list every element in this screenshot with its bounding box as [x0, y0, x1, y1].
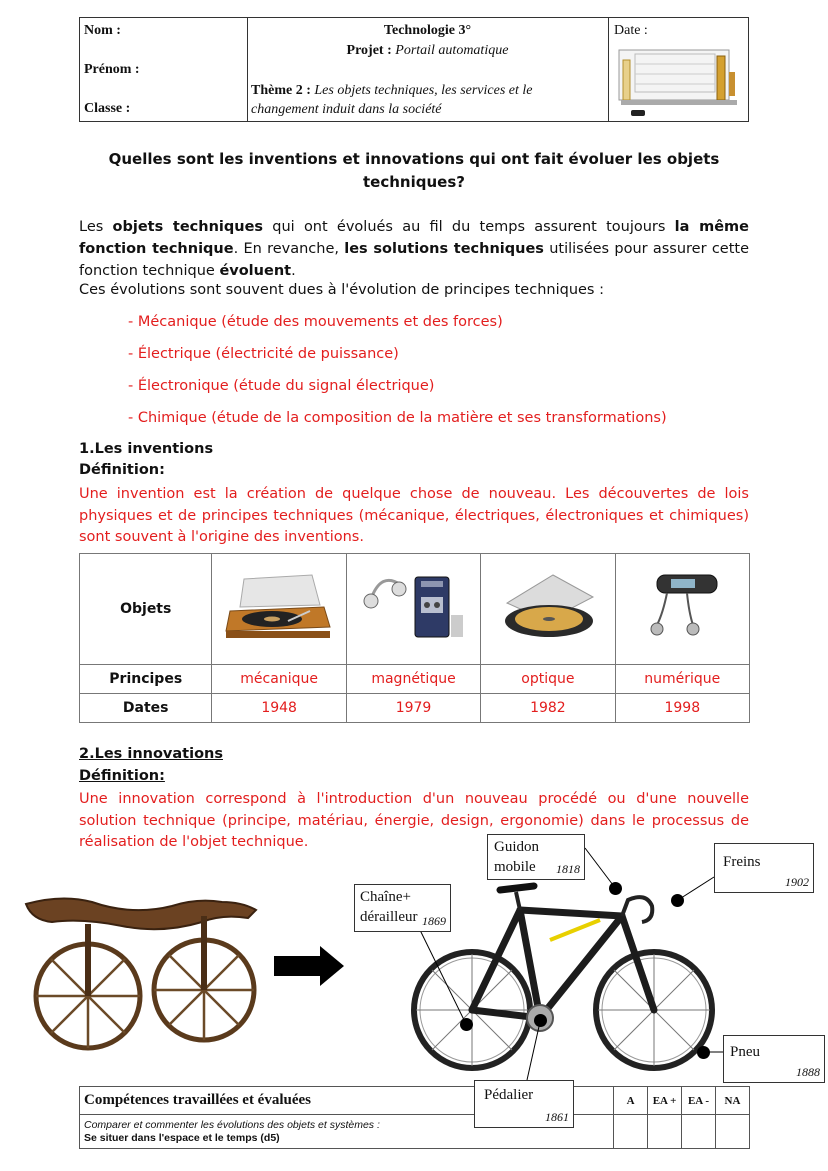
object-cell [346, 554, 480, 665]
callout-dot [697, 1046, 710, 1059]
course-title: Technologie 3° [383, 23, 472, 38]
level-cell[interactable] [614, 1115, 648, 1149]
projet-line [247, 43, 608, 59]
prenom-label: Prénom : [84, 62, 140, 77]
intro-text: . [291, 263, 296, 279]
level-cell[interactable] [716, 1115, 750, 1149]
label-text: Pédalier [484, 1087, 534, 1103]
intro-bold: la même fonction technique [79, 219, 749, 257]
main-question [79, 148, 749, 194]
theme-value-2: changement induit dans la société [251, 102, 442, 117]
level-cell[interactable] [648, 1115, 682, 1149]
student-info-cell [80, 18, 248, 121]
classe-label: Classe : [84, 101, 131, 116]
row-label-dates: Dates [80, 694, 212, 723]
object-cell [212, 554, 346, 665]
principe-value: magnétique [346, 665, 480, 694]
date-label: Date : [614, 23, 648, 38]
label-year: 1869 [422, 914, 446, 928]
label-guidon [487, 834, 585, 880]
intro-bold: les solutions techniques [344, 241, 544, 257]
callout-dot [671, 894, 684, 907]
object-cell [481, 554, 615, 665]
label-text: dérailleur [360, 909, 418, 925]
callout-dot [609, 882, 622, 895]
intro-text: qui ont évolués au fil du temps assurent toujours [263, 219, 675, 235]
label-year: 1902 [785, 875, 809, 889]
callout-dot [534, 1014, 547, 1027]
date-value: 1982 [481, 694, 615, 723]
innovations-heading: 2.Les innovations [79, 746, 223, 762]
theme-label: Thème 2 : [251, 83, 311, 98]
inventions-def-label: Définition: [79, 462, 165, 478]
label-freins [714, 843, 814, 893]
row-label-objets: Objets [80, 554, 212, 665]
theme-value-1: Les objets techniques, les services et le [314, 83, 533, 98]
title-cell [247, 18, 608, 121]
label-pedalier [474, 1080, 574, 1128]
object-cell [615, 554, 749, 665]
competences-title: Compétences travaillées et évaluées [80, 1087, 614, 1115]
level-cell[interactable] [682, 1115, 716, 1149]
label-text: Guidon [494, 839, 539, 855]
objects-table [79, 553, 750, 723]
header-table [79, 17, 749, 122]
principle-item: - Mécanique (étude des mouvements et des forces) [128, 314, 503, 330]
label-pneu [723, 1035, 825, 1083]
date-value: 1948 [212, 694, 346, 723]
label-year: 1861 [545, 1110, 569, 1124]
turntable-icon [224, 567, 334, 647]
level-header: EA - [682, 1087, 716, 1115]
mp3-player-icon [627, 567, 737, 647]
label-text: Pneu [730, 1044, 760, 1060]
projet-value: Portail automatique [395, 43, 509, 58]
intro-text: utilisées pour assurer cette fonction technique [79, 241, 750, 279]
cd-player-icon [493, 567, 603, 647]
label-text: Chaîne+ [360, 889, 411, 905]
nom-label: Nom : [84, 23, 121, 38]
question-line-1: Quelles sont les inventions et innovations qui ont fait évoluer les objets [108, 150, 720, 168]
arrow-right-icon [274, 946, 346, 986]
label-text: Freins [723, 854, 761, 870]
principe-value: optique [481, 665, 615, 694]
intro-line-2: Ces évolutions sont souvent dues à l'évolution de principes techniques : [79, 282, 604, 298]
competence-desc: Comparer et commenter les évolutions des objets et systèmes : [84, 1118, 380, 1131]
projet-label: Projet : [346, 43, 392, 58]
intro-paragraph [79, 216, 749, 282]
label-chaine [354, 884, 451, 932]
competences-table [79, 1086, 750, 1149]
principle-item: - Électronique (étude du signal électrique) [128, 378, 435, 394]
intro-text: . En revanche, [233, 241, 345, 257]
intro-bold: objets techniques [112, 219, 264, 235]
intro-text: Les [79, 219, 113, 235]
level-header: A [614, 1087, 648, 1115]
inventions-definition: Une invention est la création de quelque chose de nouveau. Les découvertes de lois physiques et de principes techniques (mécanique, électriques, électroniques et chimiques) sont souvent à l'origine des inventions. [79, 486, 749, 545]
inventions-heading: 1.Les inventions [79, 441, 214, 457]
principle-item: - Électrique (électricité de puissance) [128, 346, 399, 362]
label-text: mobile [494, 859, 536, 875]
date-cell [608, 18, 749, 121]
level-header: NA [716, 1087, 750, 1115]
innovations-def-label: Définition: [79, 768, 165, 784]
gate-icon [617, 42, 745, 120]
principe-value: numérique [615, 665, 749, 694]
label-year: 1888 [796, 1065, 820, 1079]
callout-dot [460, 1018, 473, 1031]
date-value: 1979 [346, 694, 480, 723]
principle-item: - Chimique (étude de la composition de la matière et ses transformations) [128, 410, 667, 426]
competence-skill: Se situer dans l'espace et le temps (d5) [84, 1131, 280, 1144]
walkman-icon [359, 567, 469, 647]
date-value: 1998 [615, 694, 749, 723]
draisienne-icon [22, 868, 262, 1068]
label-year: 1818 [556, 862, 580, 876]
question-line-2: techniques? [363, 173, 465, 191]
level-header: EA + [648, 1087, 682, 1115]
theme-block [251, 81, 606, 119]
row-label-principes: Principes [80, 665, 212, 694]
innovations-definition: Une innovation correspond à l'introduction d'un nouveau procédé ou d'une nouvelle solution technique (principe, matériau, énergie, design, ergonomie) dans le processus de réalisation de l'objet technique. [79, 791, 749, 850]
intro-bold: évoluent [219, 263, 292, 279]
principe-value: mécanique [212, 665, 346, 694]
